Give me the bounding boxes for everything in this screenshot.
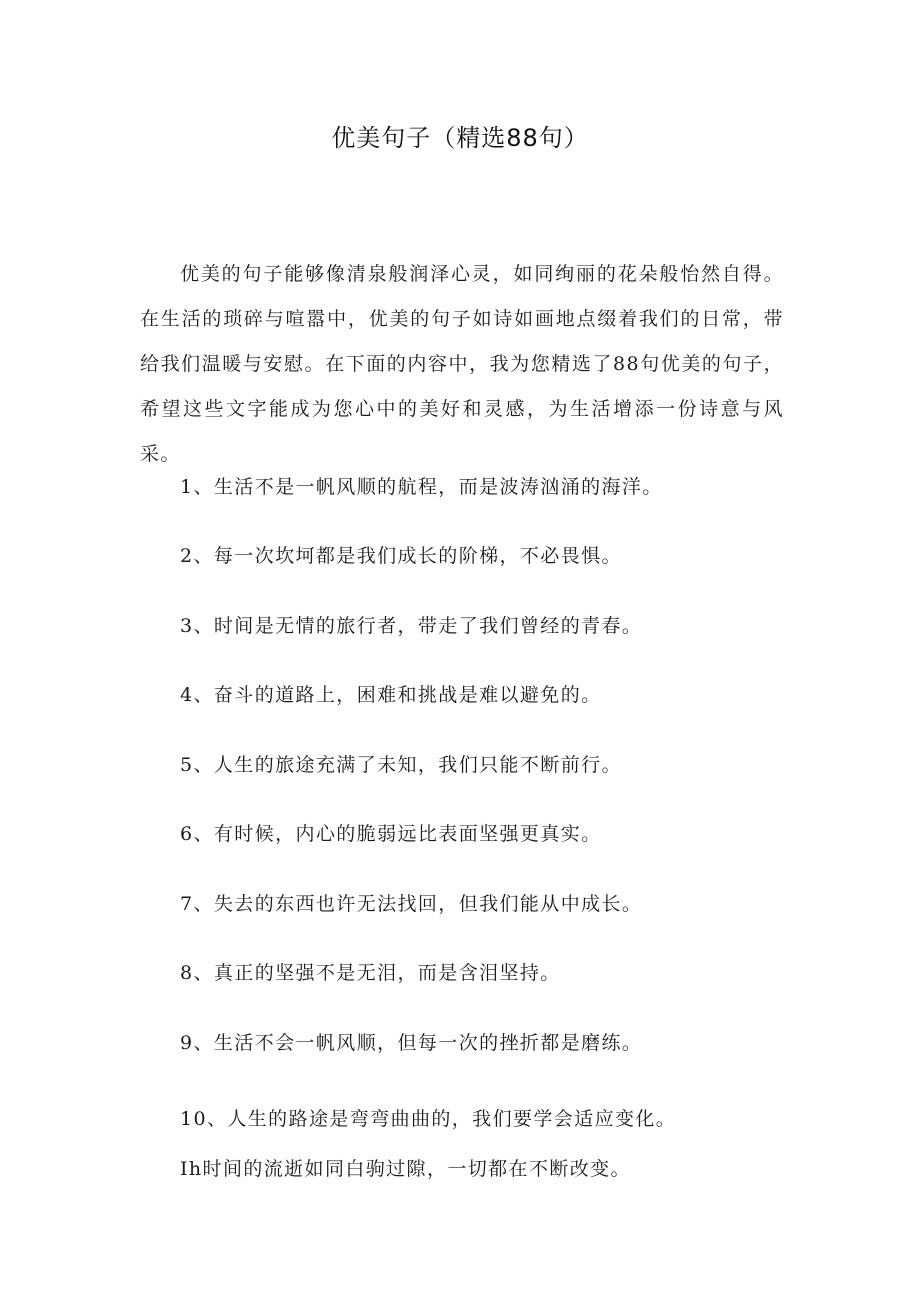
sentence-item-4: 4、奋斗的道路上，困难和挑战是难以避免的。 bbox=[180, 684, 602, 706]
page-title: 优美句子（精选88句） bbox=[331, 124, 589, 152]
intro-paragraph: 优美的句子能够像清泉般润泽心灵，如同绚丽的花朵般怡然自得。在生活的琐碎与喧嚣中，优美的句子如诗如画地点缀着我们的日常，带给我们温暖与安慰。在下面的内容中，我为您精选了88句优美的句子，希望这些文字能成为您心中的美好和灵感，为生活增添一份诗意与风采。 bbox=[140, 263, 784, 465]
sentence-item-8: 8、真正的坚强不是无泪，而是含泪坚持。 bbox=[180, 962, 561, 984]
sentence-item-11: Ih时间的流逝如同白驹过隙，一切都在不断改变。 bbox=[180, 1158, 631, 1180]
sentence-item-1: 1、生活不是一帆风顺的航程，而是波涛汹涌的海洋。 bbox=[180, 476, 663, 498]
sentence-item-2: 2、每一次坎坷都是我们成长的阶梯，不必畏惧。 bbox=[180, 545, 622, 567]
sentence-item-3: 3、时间是无情的旅行者，带走了我们曾经的青春。 bbox=[180, 615, 643, 637]
sentence-item-10: 10、人生的路途是弯弯曲曲的，我们要学会适应变化。 bbox=[180, 1108, 677, 1130]
sentence-item-9: 9、生活不会一帆风顺，但每一次的挫折都是磨练。 bbox=[180, 1032, 643, 1054]
sentence-item-5: 5、人生的旅途充满了未知，我们只能不断前行。 bbox=[180, 754, 622, 776]
sentence-item-7: 7、失去的东西也许无法找回，但我们能从中成长。 bbox=[180, 893, 643, 915]
sentence-item-6: 6、有时候，内心的脆弱远比表面坚强更真实。 bbox=[180, 823, 602, 845]
